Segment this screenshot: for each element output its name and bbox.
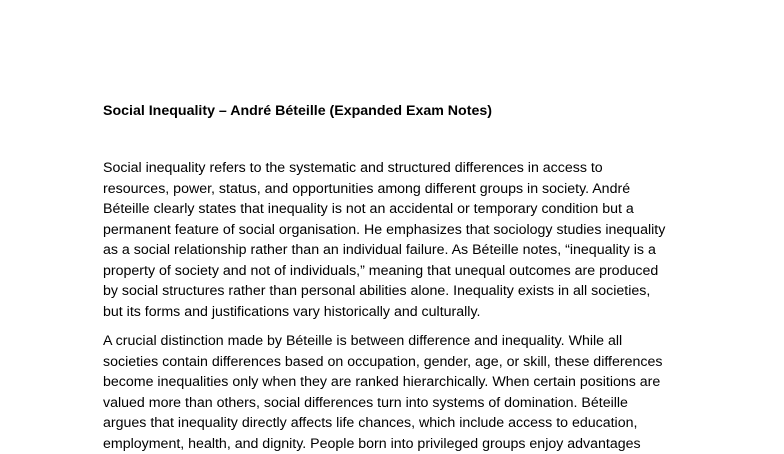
paragraph-line: as a social relationship rather than an individual failure. As Béteille notes, “inequality is a [103, 240, 683, 261]
document-title: Social Inequality – André Béteille (Expanded Exam Notes) [103, 102, 492, 120]
paragraph-1 [103, 158, 683, 322]
paragraph-line: societies contain differences based on occupation, gender, age, or skill, these differences [103, 352, 683, 373]
paragraph-line: resources, power, status, and opportunities among different groups in society. André [103, 179, 683, 200]
paragraph-line: become inequalities only when they are ranked hierarchically. When certain positions are [103, 372, 683, 393]
paragraph-line: permanent feature of social organisation. He emphasizes that sociology studies inequality [103, 220, 683, 241]
paragraph-2 [103, 331, 683, 454]
paragraph-line: Social inequality refers to the systematic and structured differences in access to [103, 158, 683, 179]
paragraph-line: by social structures rather than personal abilities alone. Inequality exists in all societies, [103, 281, 683, 302]
paragraph-line: employment, health, and dignity. People born into privileged groups enjoy advantages [103, 434, 683, 454]
paragraph-line: A crucial distinction made by Béteille is between difference and inequality. While all [103, 331, 683, 352]
paragraph-line: but its forms and justifications vary historically and culturally. [103, 302, 683, 323]
paragraph-line: valued more than others, social differences turn into systems of domination. Béteille [103, 393, 683, 414]
paragraph-line: Béteille clearly states that inequality is not an accidental or temporary condition but a [103, 199, 683, 220]
paragraph-line: property of society and not of individuals,” meaning that unequal outcomes are produced [103, 261, 683, 282]
paragraph-line: argues that inequality directly affects life chances, which include access to education, [103, 413, 683, 434]
